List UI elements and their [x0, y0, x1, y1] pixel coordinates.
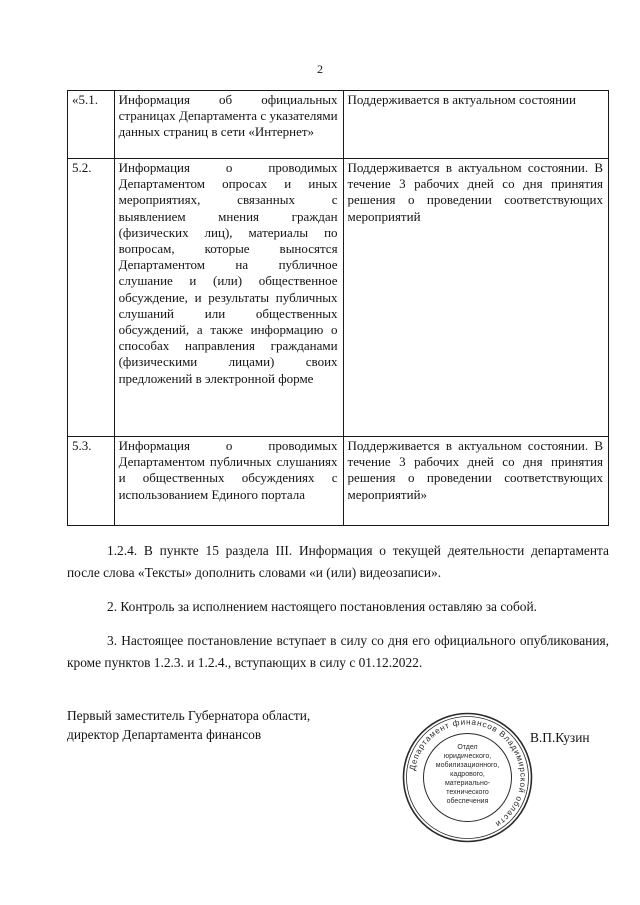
- seal-center-line: мобилизационного,: [435, 762, 500, 769]
- term-cell: Поддерживается в актуальном состоянии: [343, 91, 608, 159]
- info-table: [67, 90, 609, 526]
- seal-center-line: обеспечения: [446, 798, 489, 805]
- position-line-1: Первый заместитель Губернатора области,: [67, 708, 311, 723]
- table-row: [68, 159, 609, 437]
- signatory-position: [67, 706, 310, 744]
- term-cell: Поддерживается в актуальном состоянии. В течение 3 рабочих дней со дня принятия решения о проведении соответствующих мероприятий»: [343, 437, 608, 526]
- seal-graphic: [400, 710, 535, 845]
- info-cell: Информация об официальных страницах Департамента с указателями данных страниц в сети «Интернет»: [114, 91, 343, 159]
- paragraph-2: 2. Контроль за исполнением настоящего постановления оставляю за собой.: [107, 599, 538, 614]
- seal-center-line: юридического,: [443, 753, 492, 760]
- row-number: 5.3.: [68, 437, 115, 526]
- table-row: [68, 437, 609, 526]
- official-seal: [400, 710, 535, 845]
- signatory-name: В.П.Кузин: [530, 730, 590, 745]
- paragraph-1-2-4: 1.2.4. В пункте 15 раздела III. Информация о текущей деятельности департамента после слова «Тексты» дополнить словами «и (или) видеозаписи».: [67, 543, 609, 580]
- seal-center-line: Отдел: [457, 744, 478, 751]
- row-number: 5.2.: [68, 159, 115, 437]
- term-cell: Поддерживается в актуальном состоянии. В течение 3 рабочих дней со дня принятия решения о проведении соответствующих мероприятий: [343, 159, 608, 437]
- table-row: [68, 91, 609, 159]
- info-cell: Информация о проводимых Департаментом опросах и иных мероприятиях, связанных с выявлением мнения граждан (физических лиц), материалы по вопросам, которые выносятся Департаментом на публичное слушание и (или) общественное обсуждение, и результаты публичных слушаний или общественных обсуждений, а также информацию о способах направления гражданами (физическими лицами) своих предложений в электронной форме: [114, 159, 343, 437]
- seal-ring-text: Департамент финансов Владимирской области: [407, 717, 528, 830]
- info-cell: Информация о проводимых Департаментом публичных слушаниях и общественных обсуждениях с использованием Единого портала: [114, 437, 343, 526]
- seal-center-line: материально-: [444, 780, 491, 787]
- row-number: «5.1.: [68, 91, 115, 159]
- page-number: 2: [317, 62, 323, 76]
- seal-center-line: кадрового,: [450, 771, 485, 778]
- seal-center-line: технического: [446, 789, 489, 796]
- paragraph-3: 3. Настоящее постановление вступает в силу со дня его официального опубликования, кроме пунктов 1.2.3. и 1.2.4., вступающих в силу с 01.12.2022.: [67, 633, 609, 670]
- position-line-2: директор Департамента финансов: [67, 727, 262, 742]
